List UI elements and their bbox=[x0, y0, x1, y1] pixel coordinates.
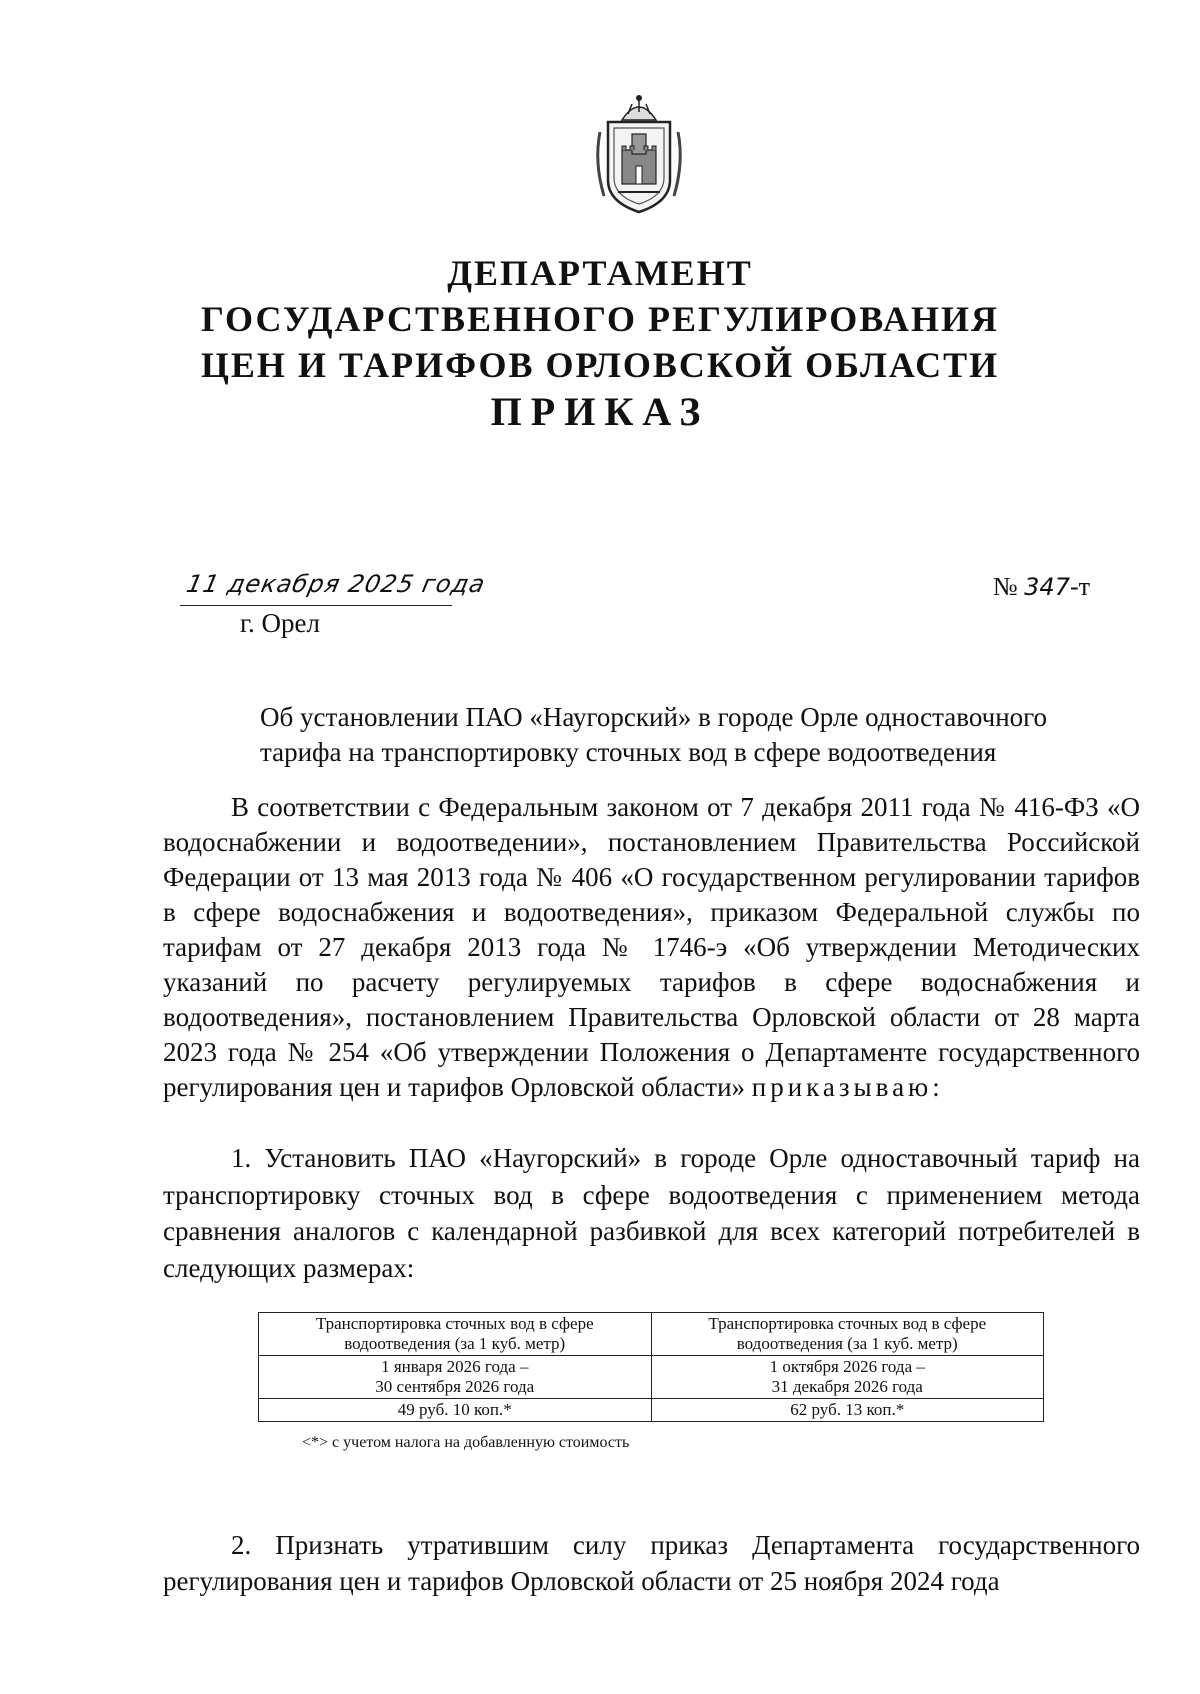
period-1-start: 1 января 2026 года – bbox=[381, 1357, 529, 1376]
header-line-2: ГОСУДАРСТВЕННОГО РЕГУЛИРОВАНИЯ bbox=[201, 299, 999, 339]
city-label: г. Орел bbox=[240, 608, 320, 638]
period-2-start: 1 октября 2026 года – bbox=[769, 1357, 925, 1376]
number-suffix: -т bbox=[1069, 572, 1090, 601]
tariff-table bbox=[258, 1312, 1044, 1422]
table-period-cell-2 bbox=[651, 1356, 1044, 1399]
item-1-paragraph bbox=[163, 1140, 1140, 1286]
header-line-3: ЦЕН И ТАРИФОВ ОРЛОВСКОЙ ОБЛАСТИ bbox=[200, 345, 1000, 385]
period-2-end: 31 декабря 2026 года bbox=[771, 1377, 923, 1396]
table-period-cell-1 bbox=[259, 1356, 652, 1399]
coat-of-arms-emblem bbox=[592, 92, 686, 216]
handwritten-date: 11 декабря 2025 года bbox=[184, 570, 489, 598]
order-word: приказываю: bbox=[751, 1072, 944, 1102]
period-1-end: 30 сентября 2026 года bbox=[375, 1377, 535, 1396]
preamble-paragraph bbox=[163, 790, 1140, 1105]
table-row-period bbox=[259, 1356, 1044, 1399]
item-2-text: 2. Признать утратившим силу приказ Департамента государственного регулирования цен и тарифов Орловской области от 25 ноября 2024 года bbox=[163, 1530, 1140, 1596]
date-underline bbox=[180, 605, 452, 606]
item-1-text: 1. Установить ПАО «Наугорский» в городе Орле одноставочный тариф на транспортировку сточных вод в сфере водоотведения с применением метода сравнения аналогов с календарной разбивкой для всех категорий потребителей в следующих размерах: bbox=[163, 1143, 1140, 1283]
table-row-value bbox=[259, 1399, 1044, 1422]
order-number bbox=[993, 572, 1090, 602]
handwritten-number: 347 bbox=[1024, 573, 1070, 601]
table-footnote: <*> с учетом налога на добавленную стоимость bbox=[302, 1434, 630, 1451]
header-line-1: ДЕПАРТАМЕНТ bbox=[447, 253, 753, 293]
table-header-cell-1: Транспортировка сточных вод в сфере водоотведения (за 1 куб. метр) bbox=[259, 1313, 652, 1356]
order-subject: Об установлении ПАО «Наугорский» в городе Орле одноставочного тарифа на транспортировку сточных вод в сфере водоотведения bbox=[260, 702, 1048, 767]
document-type-title: ПРИКАЗ bbox=[490, 389, 710, 434]
department-header bbox=[0, 250, 1200, 388]
table-row-header bbox=[259, 1313, 1044, 1356]
item-2-paragraph bbox=[163, 1527, 1140, 1599]
number-prefix: № bbox=[992, 572, 1025, 601]
table-value-cell-2: 62 руб. 13 коп.* bbox=[651, 1399, 1044, 1422]
preamble-text: В соответствии с Федеральным законом от 7 декабря 2011 года № 416-ФЗ «О водоснабжении и водоотведении», постановлением Правительства Российской Федерации от 13 мая 2013 года № 406 «О государственном регулировании тарифов в сфере водоснабжения и водоотведения», приказом Федеральной службы по тарифам от 27 декабря 2013 года № 1746-э «Об утверждении Методических указаний по расчету регулируемых тарифов в сфере водоснабжения и водоотведения», постановлением Правительства Орловской области от 28 марта 2023 года № 254 «Об утверждении Положения о Департаменте государственного регулирования цен и тарифов Орловской области» bbox=[163, 792, 1140, 1102]
table-value-cell-1: 49 руб. 10 коп.* bbox=[259, 1399, 652, 1422]
table-header-cell-2: Транспортировка сточных вод в сфере водоотведения (за 1 куб. метр) bbox=[651, 1313, 1044, 1356]
